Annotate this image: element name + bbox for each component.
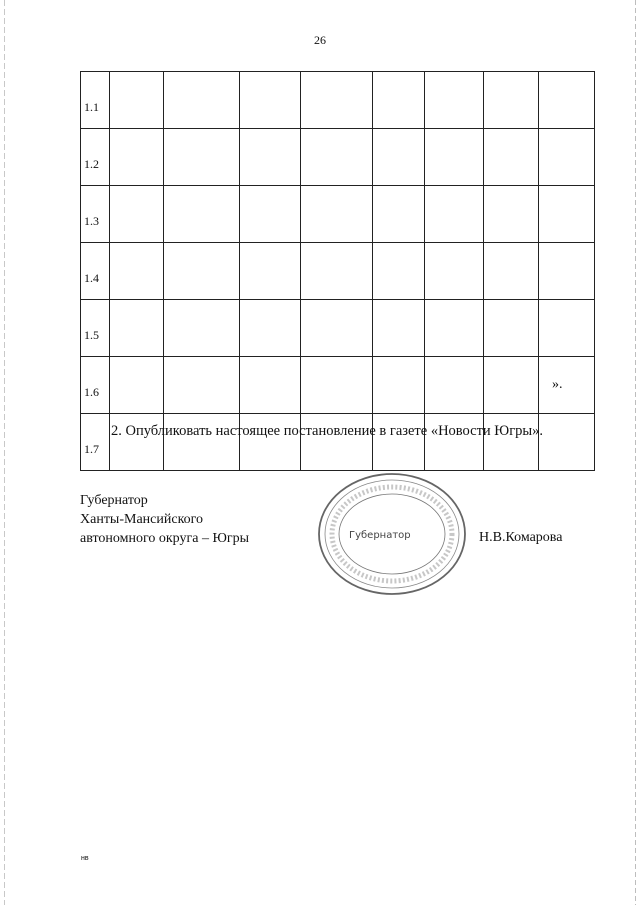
data-table	[80, 71, 595, 471]
signatory-line-3: автономного округа – Югры	[80, 531, 249, 546]
table-row	[81, 129, 595, 186]
table-row	[81, 72, 595, 129]
table-cell	[240, 129, 301, 186]
table-cell	[539, 129, 595, 186]
table-cell	[484, 243, 539, 300]
table-row	[81, 243, 595, 300]
footer-mark: нв	[81, 855, 89, 862]
table-row	[81, 300, 595, 357]
table-cell	[301, 129, 373, 186]
table-cell	[164, 300, 240, 357]
table-cell	[425, 300, 484, 357]
table-cell	[373, 243, 425, 300]
table-cell	[373, 186, 425, 243]
table-cell	[110, 357, 164, 414]
row-number-cell: 1.4	[81, 243, 110, 300]
table-cell	[373, 300, 425, 357]
table-cell	[425, 243, 484, 300]
table-cell	[373, 357, 425, 414]
table-cell	[484, 300, 539, 357]
row-number-cell: 1.6	[81, 357, 110, 414]
table-cell	[484, 357, 539, 414]
table-cell	[425, 186, 484, 243]
table-cell	[110, 186, 164, 243]
table-cell	[484, 129, 539, 186]
table-cell	[373, 72, 425, 129]
table-cell	[425, 357, 484, 414]
signatory-title	[80, 491, 249, 548]
table-cell	[240, 357, 301, 414]
table-cell	[110, 243, 164, 300]
row-number-cell: 1.2	[81, 129, 110, 186]
row-number-cell: 1.7	[81, 414, 110, 471]
table-cell	[539, 72, 595, 129]
table-cell	[425, 72, 484, 129]
table-cell	[164, 129, 240, 186]
table-cell	[301, 300, 373, 357]
signatory-line-2: Ханты-Мансийского	[80, 512, 204, 527]
table-cell	[110, 72, 164, 129]
table-cell	[110, 300, 164, 357]
table-cell	[484, 186, 539, 243]
table-cell	[240, 243, 301, 300]
table-cell	[539, 243, 595, 300]
table-row	[81, 186, 595, 243]
table-cell	[301, 357, 373, 414]
signer-name: Н.В.Комарова	[479, 530, 563, 545]
table-cell	[539, 300, 595, 357]
signatory-line-1: Губернатор	[80, 493, 148, 508]
table-cell	[240, 300, 301, 357]
page-edge-left	[4, 0, 5, 905]
table-cell	[240, 72, 301, 129]
table-cell	[484, 72, 539, 129]
table-cell	[539, 186, 595, 243]
page-number: 26	[314, 33, 326, 47]
table-cell	[539, 357, 595, 414]
seal-center-text: Губернатор	[349, 530, 411, 541]
table-cell	[425, 129, 484, 186]
table-cell	[373, 129, 425, 186]
row-number-cell: 1.1	[81, 72, 110, 129]
table-cell	[164, 72, 240, 129]
table-cell	[301, 186, 373, 243]
row-number-cell: 1.3	[81, 186, 110, 243]
table-cell	[539, 414, 595, 471]
table-cell	[164, 186, 240, 243]
closing-quote: ».	[552, 377, 563, 392]
row-number-cell: 1.5	[81, 300, 110, 357]
table-cell	[110, 129, 164, 186]
table-cell	[164, 357, 240, 414]
table-cell	[164, 243, 240, 300]
table-cell	[301, 243, 373, 300]
table-row	[81, 357, 595, 414]
official-seal	[315, 472, 470, 597]
page-edge-right	[635, 0, 636, 905]
table-cell	[301, 72, 373, 129]
table-cell	[240, 186, 301, 243]
publish-instruction: 2. Опубликовать настоящее постановление в газете «Новости Югры».	[111, 423, 544, 439]
